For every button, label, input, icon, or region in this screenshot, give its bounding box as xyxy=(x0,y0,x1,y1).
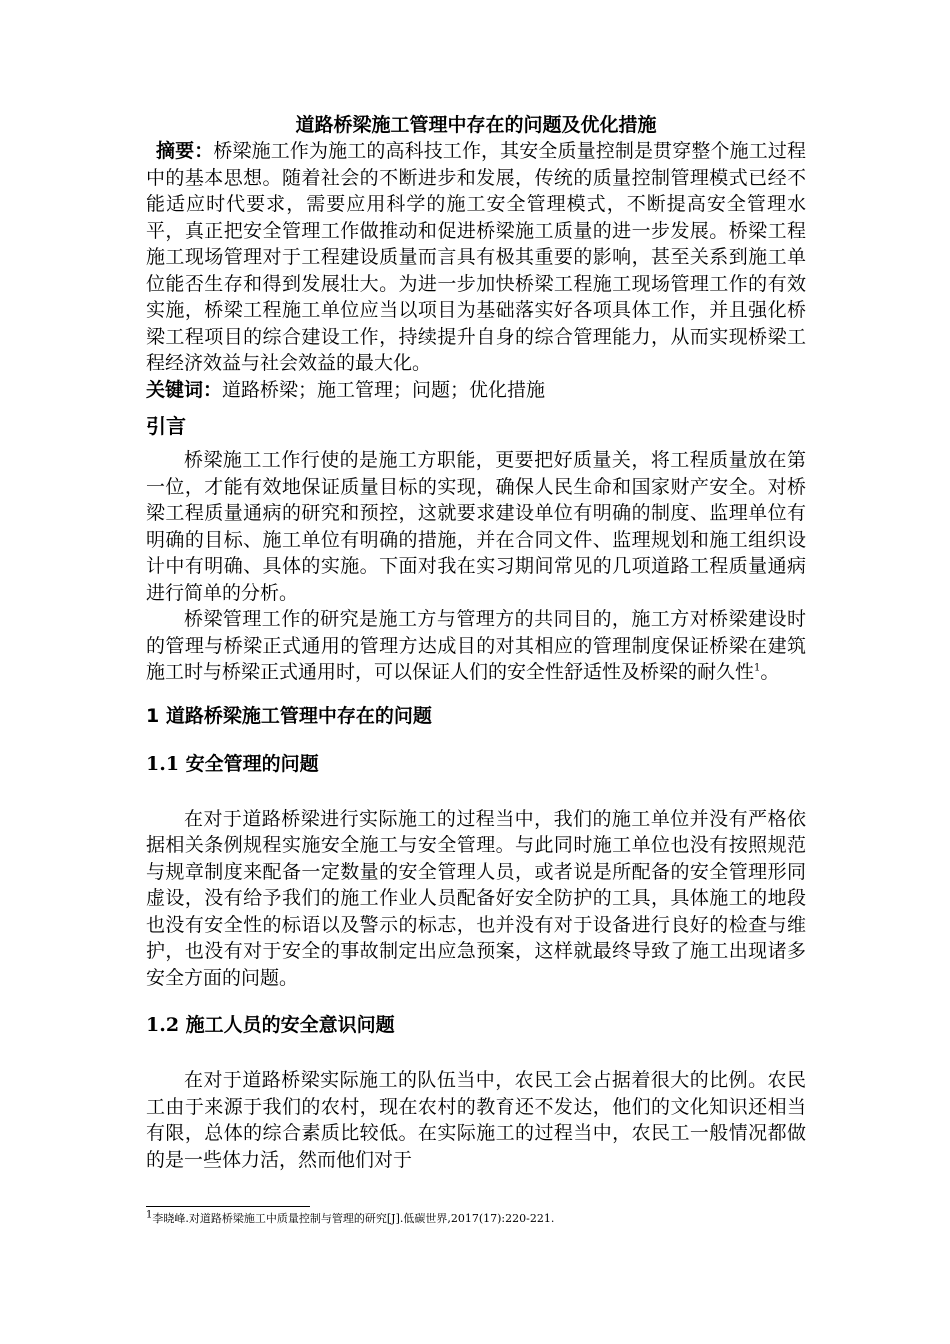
section-1-1-paragraph: 在对于道路桥梁进行实际施工的过程当中，我们的施工单位并没有严格依据相关条例规程实施安全施工与安全管理。与此同时施工单位也没有按照规范与规章制度来配备一定数量的安全管理人员，或者说是所配备的安全管理形同虚设，没有给予我们的施工作业人员配备好安全防护的工具，具体施工的地段也没有安全性的标语以及警示的标志，也并没有对于设备进行良好的检查与维护，也没有对于安全的事故制定出应急预案，这样就最终导致了施工出现诸多安全方面的问题。 xyxy=(146,807,806,989)
section-1-2-heading: 1.2 施工人员的安全意识问题 xyxy=(146,1014,395,1036)
keywords-text: 道路桥梁；施工管理；问题；优化措施 xyxy=(222,378,546,401)
footnote-mark: 1 xyxy=(146,1209,153,1221)
paper-title: 道路桥梁施工管理中存在的问题及优化措施 xyxy=(295,114,657,136)
abstract-label: 摘要： xyxy=(156,140,214,162)
document-body xyxy=(146,112,806,1173)
footnote xyxy=(146,1209,555,1226)
footnote-reference[interactable]: 1 xyxy=(754,662,761,674)
intro-paragraph-1: 桥梁施工工作行使的是施工方职能，更要把好质量关，将工程质量放在第一位，才能有效地保证质量目标的实现，确保人民生命和国家财产安全。对桥梁工程质量通病的研究和预控，这就要求建设单位有明确的制度、监理单位有明确的目标、施工单位有明确的措施，并在合同文件、监理规划和施工组织设计中有明确、具体的实施。下面对我在实习期间常见的几项道路工程质量通病进行简单的分析。 xyxy=(146,449,806,604)
intro-paragraph-2-end: 。 xyxy=(760,661,780,683)
keywords xyxy=(146,377,806,404)
abstract-text: 桥梁施工作为施工的高科技工作，其安全质量控制是贯穿整个施工过程中的基本思想。随着社会的不断进步和发展，传统的质量控制管理模式已经不能适应时代要求，需要应用科学的施工安全管理模式，不断提高安全管理水平，真正把安全管理工作做推动和促进桥梁施工质量的进一步发展。桥梁工程施工现场管理对于工程建设质量而言具有极其重要的影响，甚至关系到施工单位能否生存和得到发展壮大。为进一步加快桥梁工程施工现场管理工作的有效实施，桥梁工程施工单位应当以项目为基础落实好各项具体工作，并且强化桥梁工程项目的综合建设工作，持续提升自身的综合管理能力，从而实现桥梁工程经济效益与社会效益的最大化。 xyxy=(146,140,806,374)
intro-heading: 引言 xyxy=(146,414,186,438)
footnote-divider xyxy=(146,1206,310,1207)
footnote-text: 李晓峰.对道路桥梁施工中质量控制与管理的研究[J].低碳世界,2017(17):220-221. xyxy=(152,1212,555,1225)
abstract xyxy=(146,138,806,377)
section-1-1-heading: 1.1 安全管理的问题 xyxy=(146,752,319,775)
section-1-heading: 1 道路桥梁施工管理中存在的问题 xyxy=(146,704,432,727)
section-1-2-paragraph: 在对于道路桥梁实际施工的队伍当中，农民工会占据着很大的比例。农民工由于来源于我们的农村，现在农村的教育还不发达，他们的文化知识还相当有限，总体的综合素质比较低。在实际施工的过程当中，农民工一般情况都做的是一些体力活，然而他们对于 xyxy=(146,1069,806,1171)
intro-paragraph-2-text: 桥梁管理工作的研究是施工方与管理方的共同目的，施工方对桥梁建设时的管理与桥梁正式通用的管理方达成目的对其相应的管理制度保证桥梁在建筑施工时与桥梁正式通用时，可以保证人们的安全性舒适性及桥梁的耐久性 xyxy=(146,608,806,683)
keywords-label: 关键词： xyxy=(146,378,223,401)
intro-paragraph-2 xyxy=(146,606,806,686)
